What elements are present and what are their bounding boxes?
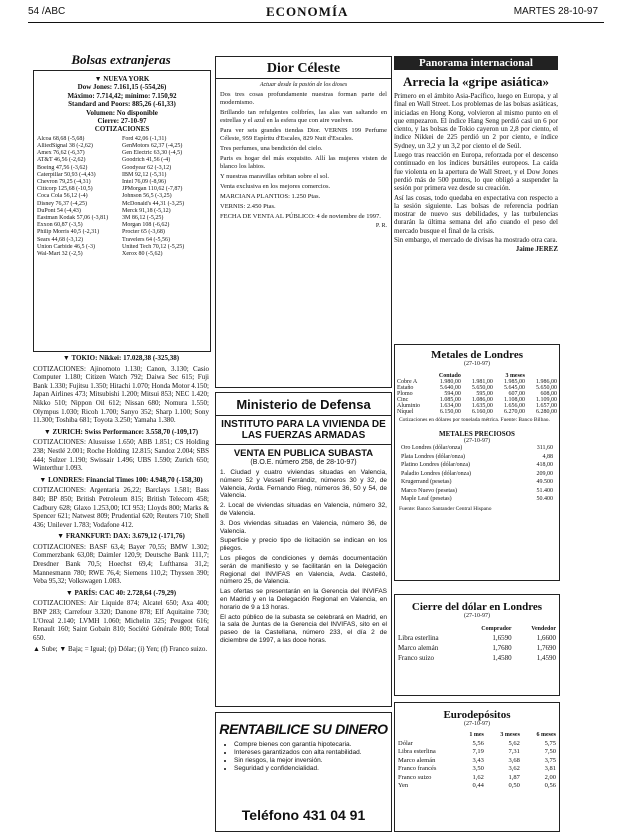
- ny-quotes-label: COTIZACIONES: [94, 125, 150, 134]
- euro-cell: 1,62: [472, 773, 484, 781]
- precious-row: [401, 453, 553, 462]
- dior-paragraph: Tres perfumes, una bendición del cielo.: [220, 145, 323, 152]
- page-number: 54 /ABC: [28, 6, 66, 17]
- metales-cell: 5.645,00: [503, 385, 525, 391]
- dior-paragraph: Paris es hogar del más exquisito. Allí las mujeres visten de blanco los labios.: [220, 155, 387, 170]
- euro-cell: Libra esterlina: [398, 748, 436, 755]
- metales-cell: 1.986,00: [536, 379, 557, 385]
- cierre-title: Cierre del dólar en Londres: [411, 601, 543, 613]
- metales-cell: 5.650,00: [536, 385, 557, 391]
- ad-item: • Compre bienes con garantía hipotecaria.: [234, 741, 391, 749]
- panorama-title: Arrecia la «gripe asiática»: [403, 74, 549, 89]
- bolsas-title: Bolsas extranjeras: [30, 52, 212, 68]
- euro-cell: 7,50: [544, 748, 556, 755]
- metales-cell: 608,00: [540, 391, 557, 397]
- stock-quote: Procter 65 (-3,68): [122, 229, 165, 236]
- stock-quote: JPMorgan 110,62 (-7,87): [122, 186, 183, 193]
- stock-quote: 3M 86,12 (-5,25): [122, 215, 164, 222]
- stock-quote: Gen Electric 63,30 (-4,5): [122, 150, 183, 157]
- precious-name: Maple Leaf (pesetas): [401, 496, 452, 502]
- metales-cell: 1.109,00: [536, 397, 557, 403]
- stock-quote: Caterpillar 50,93 (-4,43): [37, 171, 96, 178]
- euro-cell: 5,56: [472, 739, 484, 747]
- cierre-header-cell: Vendedor: [531, 626, 556, 632]
- metales-cell: 1.657,00: [536, 403, 557, 409]
- stock-quote: Coca Cola 56,12 (-4): [37, 193, 88, 200]
- euro-cell: 3,62: [508, 765, 520, 772]
- dior-signature: P. R.: [375, 223, 387, 229]
- stock-quote: GenMotors 62,37 (-4,25): [122, 143, 183, 150]
- markets-column: [33, 354, 209, 657]
- stock-quote: Goodrich 41,56 (-4): [122, 157, 171, 164]
- stock-quote: Goodyear 62 (-3,12): [122, 164, 172, 171]
- metales-cell: 1.980,00: [439, 379, 461, 385]
- dior-paragraph: Y nuestras maravillas orbitan sobre el sol.: [220, 173, 329, 180]
- stock-quote: Union Carbide 46,5 (-3): [37, 243, 95, 250]
- stock-quote: Travelers 64 (-5,56): [122, 236, 170, 243]
- dior-paragraph: Venta exclusiva en los mejores comercios.: [220, 183, 331, 190]
- cierre-cell: Marco alemán: [398, 644, 439, 652]
- market-quotes: COTIZACIONES: Alusuisse 1.650; ABB 1.851; CS Holding 238; Nestlé 2.001; Roche Holding 12.815; Sandoz 2.004; SBS 444; Sulzer 1.190; Swissair 1.496; UBS 1.590; Zurich 650; Winterthur 1.093.: [33, 438, 209, 473]
- stock-quote: AlliedSignal 38 (-2,62): [37, 143, 93, 150]
- defensa-ref: (B.O.E. número 258, de 28-10-97): [250, 459, 357, 466]
- stock-quote: McDonald's 44,31 (-3,25): [122, 200, 185, 207]
- stock-quote: Boeing 47,56 (-3,62): [37, 164, 88, 171]
- stock-quote: United Tech 70,12 (-5,25): [122, 243, 185, 250]
- euro-cell: 0,56: [544, 782, 556, 789]
- ad-item: • Intereses garantizados con alta rentabilidad.: [234, 749, 391, 757]
- precious-name: Marco Nuevo (pesetas): [401, 487, 457, 494]
- precious-date: (27-10-97): [464, 438, 490, 444]
- euro-row: [395, 774, 559, 783]
- euro-row: [395, 748, 559, 757]
- ad-phone: Teléfono 431 04 91: [241, 807, 366, 823]
- defensa-sale: VENTA EN PUBLICA SUBASTA: [233, 448, 374, 459]
- issue-date: MARTES 28-10-97: [513, 6, 598, 17]
- metales-cell: 6.280,00: [536, 409, 557, 415]
- cierre-box: [394, 594, 560, 696]
- stock-quote: IBM 92,12 (-5,31): [122, 171, 167, 178]
- euro-cell: 7,19: [472, 748, 484, 755]
- precious-name: Oro Londres (dólar/onza): [401, 445, 463, 451]
- euro-cell: 2,00: [544, 773, 556, 781]
- metales-cell: 1.635,00: [471, 403, 493, 409]
- ny-stock-list: [34, 134, 210, 260]
- cierre-table: [395, 625, 559, 663]
- euro-row: [395, 757, 559, 766]
- euro-header-cell: 1 mes: [469, 732, 484, 738]
- stock-quote: Philip Morris 40,5 (-2,31): [37, 229, 100, 236]
- cierre-cell: 1,6600: [536, 634, 556, 642]
- dior-paragraph: MARCIANA PLANTIOS: 1.250 Ptas.: [220, 193, 321, 200]
- metales-cell: 1.985,00: [503, 379, 525, 385]
- dior-paragraph: Brillando tan refulgentes colibríes, las alas van saltando en estrellas y el azul en la esfera que con aire vuelven.: [220, 109, 387, 124]
- stock-quote: Citicorp 125,68 (-10,5): [37, 186, 93, 193]
- stock-quote: Morgan 108 (-6,62): [122, 222, 170, 229]
- panorama-paragraph: Así las cosas, todo quedaba en expectativa con respecto a la sesión siguiente. Las bolsas de referencia podrían mostrar de nuevo sus debilidades, y las turbulencias durarán la última semana del año cuando el peso del mercado busque el final de la crisis.: [394, 193, 558, 235]
- cierre-row: [395, 653, 559, 663]
- ny-range: Máximo: 7.714,42; mínimo: 7.150,92: [67, 91, 177, 100]
- precious-name: Paladio Londres (dólar/onza): [401, 470, 471, 477]
- defensa-subtitle: INSTITUTO PARA LA VIVIENDA DE LAS FUERZAS ARMADAS: [216, 416, 391, 445]
- stock-quote: Alcoa 68,68 (-5,68): [37, 135, 85, 142]
- market-legend: ▲ Sube; ▼ Baja; = Igual; (p) Dólar; (i) Yen; (f) Franco suizo.: [33, 645, 208, 654]
- dior-subtitle: Actuar desde la pasión de los dioses: [259, 82, 348, 88]
- precious-value: 209,00: [536, 470, 553, 477]
- panorama-paragraph: Sin embargo, el mercado de divisas ha mostrado otra cara.: [394, 236, 558, 245]
- precious-row: [401, 487, 553, 496]
- stock-quote: Disney 76,37 (-4,25): [37, 200, 87, 207]
- metales-cell: 1.981,00: [471, 379, 493, 385]
- panorama-body: [394, 92, 558, 255]
- euro-cell: Yen: [398, 782, 409, 789]
- precious-value: 50.400: [536, 496, 553, 502]
- defensa-paragraph: El acto público de la subasta se celebrará en Madrid, en la sala de Juntas de la Gerencia del INVIFAS, sito en el paseo de la Castellana, número 233, el día 2 de diciembre de 1997, a las doce horas.: [220, 613, 387, 644]
- stock-quote: AT&T 46,56 (-2,62): [37, 157, 86, 164]
- panorama-signature: Jaime JEREZ: [515, 245, 558, 254]
- header-rule: [28, 22, 604, 23]
- metales-cell: Estaño: [397, 385, 414, 391]
- cierre-header-row: [395, 625, 559, 633]
- market-quotes: COTIZACIONES: Argentaria 26,22; Barclays 1.581; Bass 840; BP 850; British Petroleum 815; British Telecom 458; Cadbury 628; Glaxo 1.253,00; ICI 953; Lloyds 800; Marks & Spencer 621; Natwest 809; Prudential 620; Reuters 710; Shell 436; Unilever 1.783; Vodafone 412.: [33, 486, 209, 529]
- precious-name: Platino Londres (dólar/onza): [401, 462, 470, 468]
- cierre-cell: 1,4580: [492, 654, 512, 662]
- precious-row: [401, 478, 553, 487]
- metales-cell: 1.086,00: [471, 397, 493, 403]
- euro-cell: 3,50: [472, 765, 484, 772]
- euro-table: [395, 731, 559, 791]
- metales-cell: Cobre A: [397, 379, 418, 385]
- metales-cell: Plomo: [397, 391, 413, 397]
- metales-box: [394, 344, 560, 581]
- market-quotes: COTIZACIONES: Ajinomoto 1.130; Canon, 3.130; Casio Computer 1.180; Citizen Watch 792; Daiwa Sec 615; Fuji Bank 1.330; Fujitsu 1.350; Hitachi 1.070; Honda Motor 4.150; Japan Airlines 473; Mitsubishi 1.200; Mitsui 853; NEC 1.420; Nikko 510; Nippon Oil 612; Nissan 680; Nomura 1.550; Olympus 1.030; Ricoh 1.700; Sanyo 352; Sharp 1.100; Sony 11.300; Toshiba 681; Toyota 3.250; Yamaha 1.380.: [33, 364, 209, 425]
- precious-value: 49.500: [536, 479, 553, 485]
- cierre-header-cell: Comprador: [481, 626, 512, 632]
- stock-quote: Johnson 56,5 (-3,25): [122, 193, 172, 200]
- stock-quote: Sears 44,68 (-3,12): [37, 236, 83, 243]
- euro-cell: Marco alemán: [398, 756, 436, 764]
- ad-title: RENTABILICE SU DINERO: [219, 721, 388, 737]
- dior-paragraph: Para ver seis grandes tiendas Dior. VERNIS 199 Perfume Céleste, 959 Espíritu d'Escales, 829 Nuit d'Escales.: [220, 127, 387, 142]
- metales-source: Fuente: Banco Santander Central Hispano: [399, 505, 492, 512]
- market-quotes: COTIZACIONES: BASF 63,4; Bayer 70,55; BMW 1.302; Commerzbank 63,08; Daimler 120,9; Deutsche Bank 111,7; Dresdner Bank 70,5; Hoechst 69,4; Lufthansa 31,2; Mannesmann 780; RWE 76,4; Siemens 110,2; Thyssen 390; Veba 95,32; Volkswagen 1.083.: [33, 542, 209, 586]
- ad-item: • Seguridad y confidencialidad.: [234, 765, 391, 773]
- cierre-cell: Franco suizo: [398, 654, 434, 662]
- dior-paragraph: VERNIS: 2.450 Ptas.: [220, 203, 276, 210]
- euro-cell: 3,81: [544, 765, 556, 772]
- euro-cell: 5,75: [544, 739, 556, 747]
- defensa-paragraph: 1. Ciudad y cuatro viviendas situadas en Valencia, número 52 y Vessell Ferrándiz, números 30 y 32, de Valencia, Avda. Fernando Rieg, números 36, 50 y 54, de Valencia.: [220, 469, 387, 500]
- ad-item: • Sin riesgos, la mejor inversión.: [234, 757, 391, 765]
- panorama-header: Panorama internacional: [394, 56, 558, 70]
- market-quotes: COTIZACIONES: Air Liquide 874; Alcatel 650; Axa 400; BNP 283; Carrefour 3.320; Danone 878; Elf Aquitaine 730; L'Oreal 2.140; LVMH 1.060; Michelin 325; Peugeot 616; Renault 160; Saint Gobain 810; Société Générale 800; Total 650.: [33, 599, 209, 642]
- precious-row: [401, 470, 553, 479]
- metales-cell: 1.656,00: [503, 403, 525, 409]
- defensa-ad: [215, 392, 392, 707]
- metales-note: Cotizaciones en dólares por tonelada métrica. Fuente: Banco Bilbao.: [399, 417, 550, 423]
- metales-cell: Cinc: [397, 397, 409, 403]
- dior-title: Dior Céleste: [216, 57, 391, 79]
- ny-volume: Volumen: No disponible: [86, 108, 158, 117]
- metales-title: Metales de Londres: [430, 349, 524, 361]
- precious-value: 418,00: [536, 462, 553, 468]
- euro-row: [395, 765, 559, 774]
- euro-row: [395, 740, 559, 749]
- metales-table: [395, 373, 559, 415]
- market-head: ▼ TOKIO: Nikkei: 17.028,38 (-325,38): [62, 354, 180, 362]
- euro-cell: Franco francés: [398, 765, 437, 772]
- euro-cell: 3,68: [508, 756, 520, 764]
- precious-row: [401, 444, 553, 453]
- stock-quote: Exxon 60,87 (-3,5): [37, 222, 83, 229]
- euro-header-cell: [395, 731, 458, 740]
- defensa-body: [216, 469, 391, 645]
- ny-dow: Dow Jones: 7.161,15 (-554,26): [77, 83, 167, 92]
- precious-value: 4,88: [542, 453, 553, 460]
- stock-quote: Amex 76,62 (-6,37): [37, 150, 85, 157]
- metales-header-cell: 3 meses: [505, 373, 525, 379]
- euro-date: (27-10-97): [464, 721, 490, 727]
- page-header: [28, 4, 604, 20]
- euro-cell: 1,87: [508, 773, 520, 781]
- metales-cell: 1.634,00: [439, 403, 461, 409]
- euro-header-cell: 3 meses: [500, 732, 520, 738]
- euro-cell: 0,50: [508, 782, 520, 789]
- metales-cell: 5.640,00: [439, 385, 461, 391]
- cierre-cell: 1,7680: [492, 644, 512, 652]
- market-head: ▼ PARÍS: CAC 40: 2.728,64 (-79,29): [65, 588, 177, 597]
- metales-cell: 1.108,00: [503, 397, 525, 403]
- metales-cell: 594,00: [444, 391, 461, 397]
- metales-header-cell: Contado: [438, 373, 461, 379]
- precious-title: METALES PRECIOSOS: [439, 430, 515, 438]
- market-head: ▼ ZURICH: Swiss Performance: 3.558,70 (-109,17): [43, 427, 199, 436]
- euro-cell: 0,44: [472, 782, 484, 789]
- stock-quote: DuPont 54 (-4,43): [37, 207, 81, 214]
- cierre-date: (27-10-97): [464, 613, 490, 619]
- stock-quote: Ford 42,06 (-1,31): [122, 135, 167, 142]
- bolsas-box: [33, 70, 211, 352]
- metales-cell: 1.085,00: [439, 397, 461, 403]
- euro-row: [395, 782, 559, 791]
- stock-quote: Eastman Kodak 57,06 (-3,81): [37, 215, 109, 222]
- cierre-cell: 1,4590: [536, 654, 556, 662]
- panorama-paragraph: Luego tras reacción en Europa, reforzada por el descenso continuado en los índices bursátiles europeos. La caída fue violenta en la apertura de Wall Street, y el Dow Jones perdió más de 500 puntos, lo que obligó a suspender la sesión por primera vez desde su creación.: [394, 151, 558, 193]
- metales-cell: 607,00: [508, 391, 525, 397]
- dinero-ad: [215, 712, 392, 832]
- metales-cell: 6.150,00: [439, 409, 461, 415]
- euro-header-row: [395, 731, 559, 740]
- metales-date: (27-10-97): [464, 361, 490, 367]
- defensa-paragraph: Las ofertas se presentarán en la Gerencia del INVIFAS en Madrid y en la Delegación Regional en Valencia, en horario de 9 a 13 horas.: [220, 588, 387, 611]
- market-head: ▼ FRANKFURT: DAX: 3.679,12 (-171,76): [57, 532, 185, 541]
- euro-header-cell: 6 meses: [536, 732, 556, 738]
- metales-cell: Aluminio: [397, 403, 421, 409]
- stock-quote: Xerox 80 (-5,62): [122, 251, 163, 258]
- stock-quote: Intel 76,09 (-8,96): [122, 179, 166, 186]
- section-title: ECONOMÍA: [266, 4, 349, 19]
- defensa-title: Ministerio de Defensa: [216, 393, 391, 416]
- stock-quote: Merck 91,18 (-5,12): [122, 207, 171, 214]
- cierre-cell: Libra esterlina: [398, 634, 439, 642]
- metales-cell: Níquel: [397, 409, 414, 415]
- metales-cell: 6.270,00: [503, 409, 525, 415]
- cierre-header-cell: [395, 625, 462, 633]
- precious-value: 51.400: [536, 487, 553, 494]
- dior-paragraph: Dos tres cosas profundamente nuestras forman parte del modernismo.: [220, 91, 387, 106]
- panorama-paragraph: Primero en el ámbito Asia-Pacífico, luego en Europa, y al final en Wall Street. Los problemas de las bolsas asiáticas, iniciadas en Hong Kong, volvieron al mismo punto en el que empezaron. El índice Hang Seng perdió casi un 6 por ciento, y las bolsas de Tokio cayeron un 2,8 por ciento, el índice Nikkei de 225 perdió un 2 por ciento, e índice Sydney, un 3,2 y un 3,2 por ciento el de Seúl.: [394, 92, 558, 150]
- cierre-row: [395, 633, 559, 643]
- cierre-cell: 1,7690: [536, 644, 556, 652]
- precious-row: [401, 495, 553, 504]
- metales-cell: 6.160,00: [471, 409, 493, 415]
- euro-cell: 3,75: [544, 756, 556, 764]
- precious-name: Krugerrand (pesetas): [401, 479, 452, 485]
- euro-cell: Franco suizo: [398, 773, 432, 781]
- metales-cell: 5.650,00: [471, 385, 493, 391]
- metales-cell: 595,00: [476, 391, 493, 397]
- euro-cell: 7,31: [508, 748, 520, 755]
- cierre-row: [395, 643, 559, 653]
- euro-title: Eurodepósitos: [443, 709, 511, 721]
- ny-sp: Standard and Poors: 885,26 (-61,33): [68, 100, 176, 109]
- precious-value: 311,60: [536, 445, 553, 451]
- stock-quote: Wal-Mart 32 (-2,5): [37, 251, 83, 258]
- defensa-paragraph: 2. Local de viviendas situadas en Valencia, número 32, de Valencia.: [220, 502, 387, 517]
- defensa-paragraph: Los pliegos de condiciones y demás documentación serán de manifiesto y se facilitarán en la Delegación Regional del INVIFAS en Valencia, Avda. Castelló, número 25, de Valencia.: [220, 554, 387, 586]
- precious-list: [395, 444, 559, 504]
- cierre-cell: 1,6590: [492, 634, 512, 642]
- market-head: ▼ LONDRES: Financial Times 100: 4.948,70 (-158,30): [39, 475, 203, 484]
- defensa-paragraph: Superficie y precio tipo de licitación se indican en los pliegos.: [220, 537, 387, 553]
- euro-box: [394, 702, 560, 832]
- dior-article: [215, 56, 392, 388]
- euro-cell: 3,43: [472, 756, 484, 764]
- euro-cell: Dólar: [398, 739, 413, 747]
- ad-list: [234, 741, 391, 773]
- defensa-paragraph: 3. Dos viviendas situadas en Valencia, número 36, de Valencia.: [220, 519, 387, 535]
- precious-name: Plata Londres (dólar/onza): [401, 453, 465, 460]
- dior-paragraph: FECHA DE VENTA AL PÚBLICO: 4 de noviembre de 1997.: [220, 213, 381, 220]
- precious-row: [401, 461, 553, 470]
- ny-name: ▼ NUEVA YORK: [94, 75, 150, 83]
- euro-cell: 5,62: [508, 739, 520, 747]
- stock-quote: Chevron 79,25 (-4,31): [37, 179, 91, 186]
- ny-close: Cierre: 27-10-97: [97, 117, 147, 126]
- dior-body: [216, 91, 391, 221]
